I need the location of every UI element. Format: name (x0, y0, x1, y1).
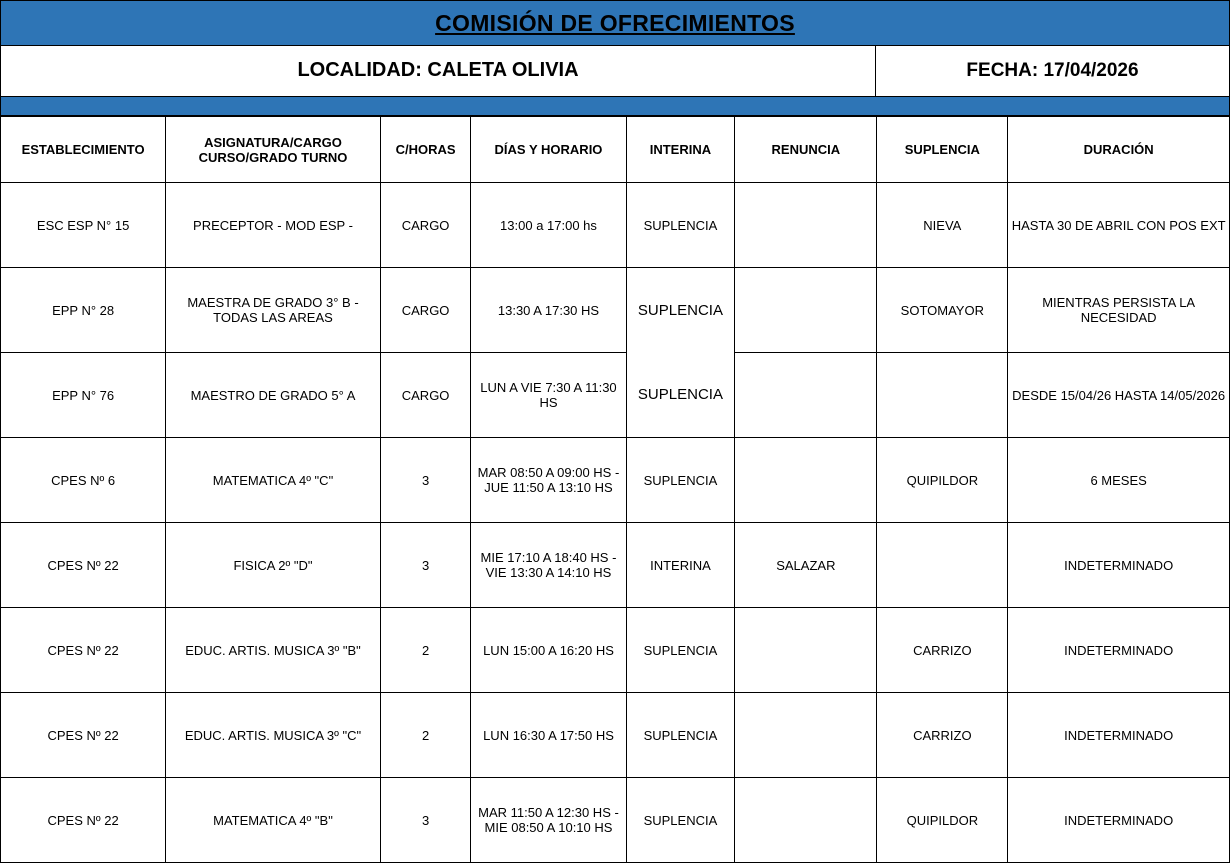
cell-dias: LUN 16:30 A 17:50 HS (471, 693, 626, 778)
cell-establecimiento: CPES Nº 22 (1, 693, 166, 778)
cell-interina: SUPLENCIA (626, 608, 735, 693)
cell-suplencia: QUIPILDOR (877, 438, 1008, 523)
header-interina: INTERINA (626, 117, 735, 183)
cell-asignatura: MATEMATICA 4º "B" (166, 778, 381, 863)
cell-renuncia: SALAZAR (735, 523, 877, 608)
header-establecimiento: ESTABLECIMIENTO (1, 117, 166, 183)
header-renuncia: RENUNCIA (735, 117, 877, 183)
table-row (1, 693, 1230, 778)
table-row (1, 438, 1230, 523)
cell-renuncia (735, 693, 877, 778)
cell-dias: 13:00 a 17:00 hs (471, 183, 626, 268)
offers-table (0, 116, 1230, 863)
cell-asignatura: EDUC. ARTIS. MUSICA 3º "C" (166, 693, 381, 778)
cell-horas: 3 (380, 523, 471, 608)
separator-strip (0, 97, 1230, 116)
header-horas: C/HORAS (380, 117, 471, 183)
table-row (1, 778, 1230, 863)
cell-interina: SUPLENCIA (626, 438, 735, 523)
cell-suplencia: SOTOMAYOR (877, 268, 1008, 353)
cell-horas: CARGO (380, 268, 471, 353)
cell-establecimiento: EPP N° 28 (1, 268, 166, 353)
cell-horas: 3 (380, 778, 471, 863)
cell-duracion: 6 MESES (1008, 438, 1230, 523)
cell-asignatura: MATEMATICA 4º "C" (166, 438, 381, 523)
cell-dias: MAR 08:50 A 09:00 HS - JUE 11:50 A 13:10 HS (471, 438, 626, 523)
info-row (0, 45, 1230, 97)
cell-dias: LUN A VIE 7:30 A 11:30 HS (471, 353, 626, 438)
cell-interina: INTERINA (626, 523, 735, 608)
cell-horas: CARGO (380, 183, 471, 268)
cell-asignatura: MAESTRA DE GRADO 3° B - TODAS LAS AREAS (166, 268, 381, 353)
table-row (1, 268, 1230, 353)
cell-suplencia (877, 353, 1008, 438)
table-row (1, 183, 1230, 268)
cell-renuncia (735, 608, 877, 693)
cell-establecimiento: CPES Nº 22 (1, 778, 166, 863)
cell-duracion: INDETERMINADO (1008, 608, 1230, 693)
cell-renuncia (735, 438, 877, 523)
cell-suplencia: CARRIZO (877, 693, 1008, 778)
cell-interina-bottom: SUPLENCIA (637, 386, 723, 403)
cell-dias: MAR 11:50 A 12:30 HS - MIE 08:50 A 10:10 HS (471, 778, 626, 863)
cell-renuncia (735, 268, 877, 353)
cell-horas: CARGO (380, 353, 471, 438)
cell-establecimiento: ESC ESP N° 15 (1, 183, 166, 268)
cell-establecimiento: CPES Nº 22 (1, 523, 166, 608)
cell-duracion: INDETERMINADO (1008, 778, 1230, 863)
cell-dias: 13:30 A 17:30 HS (471, 268, 626, 353)
table-row (1, 608, 1230, 693)
cell-asignatura: PRECEPTOR - MOD ESP - (166, 183, 381, 268)
cell-horas: 3 (380, 438, 471, 523)
cell-dias: LUN 15:00 A 16:20 HS (471, 608, 626, 693)
cell-interina-top: SUPLENCIA (637, 302, 723, 319)
cell-establecimiento: CPES Nº 22 (1, 608, 166, 693)
table-row (1, 523, 1230, 608)
cell-suplencia: QUIPILDOR (877, 778, 1008, 863)
table-row (1, 353, 1230, 438)
cell-asignatura: EDUC. ARTIS. MUSICA 3º "B" (166, 608, 381, 693)
cell-duracion: MIENTRAS PERSISTA LA NECESIDAD (1008, 268, 1230, 353)
cell-duracion: INDETERMINADO (1008, 693, 1230, 778)
cell-duracion: DESDE 15/04/26 HASTA 14/05/2026 (1008, 353, 1230, 438)
header-asignatura-line1: ASIGNATURA/CARGO (204, 134, 342, 150)
cell-suplencia: NIEVA (877, 183, 1008, 268)
header-asignatura (166, 117, 381, 183)
header-row (1, 117, 1230, 183)
cell-establecimiento: EPP N° 76 (1, 353, 166, 438)
header-asignatura-line2: CURSO/GRADO TURNO (198, 149, 348, 165)
cell-dias: MIE 17:10 A 18:40 HS - VIE 13:30 A 14:10 HS (471, 523, 626, 608)
cell-renuncia (735, 183, 877, 268)
cell-asignatura: MAESTRO DE GRADO 5° A (166, 353, 381, 438)
cell-interina: SUPLENCIA (626, 778, 735, 863)
cell-horas: 2 (380, 608, 471, 693)
header-dias: DÍAS Y HORARIO (471, 117, 626, 183)
cell-duracion: HASTA 30 DE ABRIL CON POS EXT (1008, 183, 1230, 268)
cell-interina: SUPLENCIA (626, 183, 735, 268)
cell-suplencia (877, 523, 1008, 608)
header-suplencia: SUPLENCIA (877, 117, 1008, 183)
cell-duracion: INDETERMINADO (1008, 523, 1230, 608)
cell-interina-merged (626, 268, 735, 438)
cell-establecimiento: CPES Nº 6 (1, 438, 166, 523)
cell-renuncia (735, 353, 877, 438)
fecha-label: FECHA: 17/04/2026 (966, 59, 1139, 81)
cell-asignatura: FISICA 2º "D" (166, 523, 381, 608)
cell-horas: 2 (380, 693, 471, 778)
cell-suplencia: CARRIZO (877, 608, 1008, 693)
localidad-label: LOCALIDAD: CALETA OLIVIA (1, 45, 876, 96)
title-bar (0, 0, 1230, 46)
header-duracion: DURACIÓN (1008, 117, 1230, 183)
cell-renuncia (735, 778, 877, 863)
page-title: COMISIÓN DE OFRECIMIENTOS (435, 9, 795, 36)
cell-interina: SUPLENCIA (626, 693, 735, 778)
